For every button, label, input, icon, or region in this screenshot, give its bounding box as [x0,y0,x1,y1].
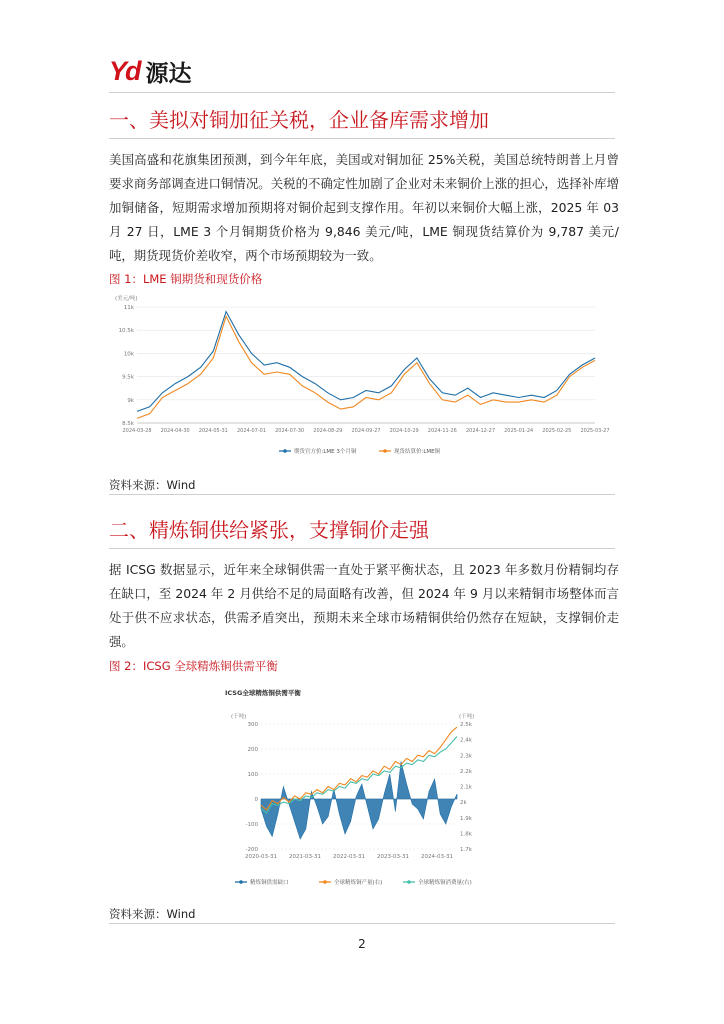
chart2-right-tick: 1.7k [460,847,472,853]
chart1-x-tick: 2024-05-31 [198,428,228,434]
chart1-x-tick: 2025-03-27 [580,428,610,434]
chart1-x-tick: 2024-03-28 [122,428,152,434]
chart2-legend-label-1: 全球精炼铜产量(右) [334,880,383,886]
figure2-caption: 图 2：ICSG 全球精炼铜供需平衡 [109,659,278,673]
chart1-x-tick: 2024-07-01 [236,428,267,434]
chart1-x-tick: 2024-07-30 [275,428,305,434]
chart2-left-tick: 0 [254,797,258,803]
chart2-right-tick: 2.4k [460,737,472,744]
figure2-rule [109,923,615,924]
chart1-x-tick: 2024-09-27 [351,428,381,434]
section2-paragraph: 据 ICSG 数据显示，近年来全球铜供需一直处于紧平衡状态，且 2023 年多数月份精铜均存在缺口，至 2024 年 2 月供给不足的局面略有改善，但 2024 年 9 月以来精铜市场整体而言处于供不应求状态，供需矛盾突出，预期未来全球市场精铜供给仍然存在短缺，支撑铜价走强。 [109,562,619,649]
chart1-x-tick: 2024-04-30 [160,428,190,434]
chart2-legend-label-2: 全球精炼铜消费量(右) [418,880,472,886]
chart1-series-line-1 [137,316,595,418]
header-rule [109,92,615,93]
chart1-y-tick: 8.5k [122,421,134,427]
section1-rule [109,138,615,139]
chart2-legend-marker-1 [323,880,327,884]
chart2-right-tick: 2.1k [460,784,472,791]
chart2-right-tick: 2.3k [460,753,472,760]
chart1-y-tick: 9k [127,397,134,404]
page-number: 2 [358,937,366,951]
chart2-left-tick: -100 [245,822,258,828]
chart2-right-tick: 2k [460,800,467,807]
company-logo [109,56,192,86]
chart1-x-tick: 2024-10-29 [389,428,419,434]
chart2-legend-marker-2 [407,880,411,884]
chart1-y-tick: 9.5k [122,374,134,381]
chart2-x-tick: 2023-03-31 [377,854,409,860]
figure2-chart [225,684,495,894]
chart2-x-tick: 2022-03-31 [333,854,365,860]
figure1-rule [109,494,615,495]
chart2-right-unit: (千吨) [459,714,475,720]
chart1-series-line-0 [137,312,595,412]
section1-paragraph: 美国高盛和花旗集团预测，到今年年底，美国或对铜加征 25%关税，美国总统特朗普上月曾要求商务部调查进口铜情况。关税的不确定性加剧了企业对未来铜价上涨的担心，选择补库增加铜储备，短期需求增加预期将对铜价起到支撑作用。年初以来铜价大幅上涨，2025 年 03 月 27 日，LME 3 个月铜期货价格为 9,846 美元/吨，LME 铜现货结算价为 9,787 美元/吨，期货现货价差收窄，两个市场预期较为一致。 [109,152,619,263]
logo-name: 源达 [145,60,192,87]
chart2-right-tick: 2.5k [460,722,472,728]
chart2-x-tick: 2024-03-31 [421,854,453,860]
section1-title: 一、美拟对铜加征关税，企业备库需求增加 [109,108,489,132]
chart1-x-tick: 2024-11-26 [427,428,457,434]
chart2-left-tick: 300 [247,722,258,728]
chart1-legend-label-0: 期货官方价:LME 3个月铜 [294,449,357,455]
chart1-x-tick: 2024-12-27 [465,428,496,434]
chart1-y-tick: 10k [123,351,134,358]
figure1-caption: 图 1：LME 铜期货和现货价格 [109,272,263,286]
figure1-source: 资料来源：Wind [109,478,196,492]
chart1-legend-marker-0 [283,449,287,453]
section2-rule [109,548,615,549]
chart2-left-tick: 200 [247,747,258,753]
chart1-legend-marker-1 [383,449,387,453]
chart2-right-tick: 1.8k [460,831,472,838]
chart1-x-tick: 2025-02-25 [542,428,572,434]
chart1-y-tick: 10.5k [118,328,134,335]
chart2-right-tick: 1.9k [460,815,472,822]
chart2-left-tick: 100 [247,772,258,778]
chart2-left-unit: (千吨) [231,714,247,720]
chart1-x-tick: 2024-08-29 [313,428,343,434]
chart2-legend-label-0: 精炼铜供需缺口 [250,880,289,886]
chart2-title: ICSG全球精炼铜供需平衡 [225,689,301,697]
chart1-legend-label-1: 现货结算价:LME铜 [394,449,441,455]
chart2-x-tick: 2020-03-31 [245,854,277,860]
figure1-chart [109,291,619,461]
chart2-legend-marker-0 [239,880,243,884]
chart1-unit-label: (美元/吨) [115,296,138,302]
chart2-left-tick: -200 [245,847,258,853]
logo-mark: Yd [109,55,140,86]
figure2-source: 资料来源：Wind [109,907,196,921]
section2-title: 二、精炼铜供给紧张，支撑铜价走强 [109,518,429,542]
chart2-x-tick: 2021-03-31 [289,854,321,860]
chart1-x-tick: 2025-01-24 [504,428,534,434]
chart2-right-tick: 2.2k [460,768,472,775]
chart1-y-tick: 11k [123,305,134,311]
